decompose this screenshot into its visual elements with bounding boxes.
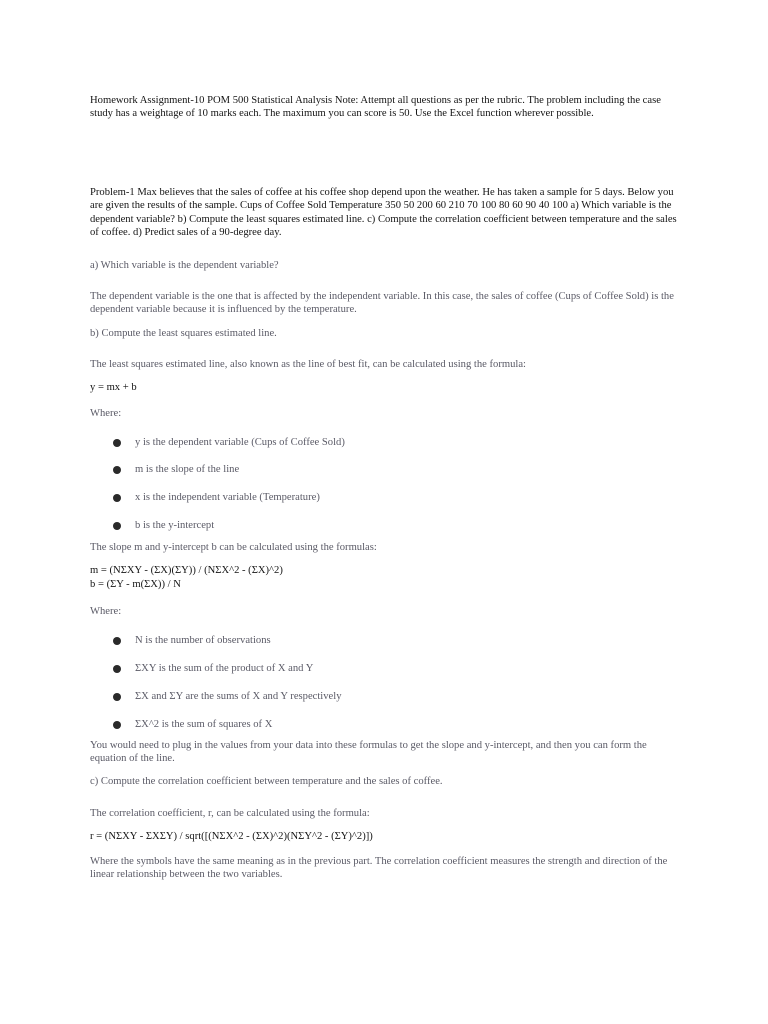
part-b-formula: y = mx + b bbox=[90, 382, 137, 393]
bullet-icon bbox=[113, 693, 121, 701]
bullet-icon bbox=[113, 522, 121, 530]
bullet-icon bbox=[113, 494, 121, 502]
part-c-intro: The correlation coefficient, r, can be calculated using the formula: bbox=[90, 808, 370, 819]
document-page: Homework Assignment-10 POM 500 Statistical Analysis Note: Attempt all questions as per the rubric. The problem including the case study has a weightage of 10 marks each. The maximum you can score is 50. Use the Excel function wherever possible. Problem-1 Max believes that the sales of coffee at his coffee shop depend upon the weather. He has taken a sample for 5 days. Below you are given the results of the sample. Cups of Coffee Sold Temperature 350 50 200 60 210 70 100 80 60 90 40 100 a) Which variable is the dependent variable? b) Compute the least squares estimated line. c) Compute the correlation coefficient between temperature and the sales of coffee. d) Predict sales of a 90-degree day. a) Which variable is the dependent variable? The dependent variable is the one that is affected by the independent variable. In this case, the sales of coffee (Cups of Coffee Sold) is the dependent variable because it is influenced by the temperature. b) Compute the least squares estimated line. The least squares estimated line, also known as the line of best fit, can be calculated using the formula: y = mx + b Where: y is the dependent variable (Cups of Coffee Sold) m is the slope of the line x is the independent variable (Temperature) b is the y-intercept The slope m and y-intercept b can be calculated using the formulas: m = (NΣXY - (ΣX)(ΣY)) / (NΣX^2 - (ΣX)^2) b = (ΣY - m(ΣX)) / N Where: N is the number of observations ΣXY is the sum of the product of X and Y ΣX and ΣY are the sums of X and Y respectively ΣX^2 is the sum of squares of X You would need to plug in the values from your data into these formulas to get the slope and y-intercept, and then you can form the equation of the line. c) Compute the correlation coefficient between temperature and the sales of coffee. The correlation coefficient, r, can be calculated using the formula: r = (NΣXY - ΣXΣY) / sqrt([(NΣX^2 - (ΣX)^2)(NΣY^2 - (ΣY)^2)]) Where the symbols have the same meaning as in the previous part. The correlation coefficient measures the strength and direction of the linear relationship between the two variables. bbox=[0, 0, 768, 1024]
part-c-formula: r = (NΣXY - ΣXΣY) / sqrt([(NΣX^2 - (ΣX)^2)(NΣY^2 - (ΣY)^2)]) bbox=[90, 831, 373, 842]
part-b-intro: The least squares estimated line, also known as the line of best fit, can be calculated using the formula: bbox=[90, 359, 526, 370]
bullet-icon bbox=[113, 637, 121, 645]
bullet-icon bbox=[113, 721, 121, 729]
formula-b: b = (ΣY - m(ΣX)) / N bbox=[90, 579, 181, 590]
bullet-icon bbox=[113, 665, 121, 673]
bullet-icon bbox=[113, 466, 121, 474]
part-a-answer: The dependent variable is the one that is affected by the independent variable. In this case, the sales of coffee (Cups of Coffee Sold) is the dependent variable because it is influenced by the temperature. bbox=[90, 291, 674, 316]
part-b-question: b) Compute the least squares estimated line. bbox=[90, 328, 277, 339]
part-c-question: c) Compute the correlation coefficient between temperature and the sales of coffee. bbox=[90, 776, 443, 787]
part-b-where: Where: bbox=[90, 408, 122, 419]
slope-intro: The slope m and y-intercept b can be calculated using the formulas: bbox=[90, 542, 377, 553]
part-a-question: a) Which variable is the dependent variable? bbox=[90, 260, 279, 271]
assignment-header: Homework Assignment-10 POM 500 Statistical Analysis Note: Attempt all questions as per the rubric. The problem including the case study has a weightage of 10 marks each. The maximum you can score is 50. Use the Excel function wherever possible. bbox=[90, 95, 661, 120]
formula-m: m = (NΣXY - (ΣX)(ΣY)) / (NΣX^2 - (ΣX)^2) bbox=[90, 565, 283, 576]
problem-statement: Problem-1 Max believes that the sales of coffee at his coffee shop depend upon the weather. He has taken a sample for 5 days. Below you are given the results of the sample. Cups of Coffee Sold Temperature 350 50 200 60 210 70 100 80 60 90 40 100 a) Which variable is the dependent variable? b) Compute the least squares estimated line. c) Compute the correlation coefficient between temperature and the sales of coffee. d) Predict sales of a 90-degree day. bbox=[90, 187, 677, 239]
part-c-closing: Where the symbols have the same meaning as in the previous part. The correlation coefficient measures the strength and direction of the linear relationship between the two variables. bbox=[90, 856, 668, 881]
part-b-closing: You would need to plug in the values from your data into these formulas to get the slope and y-intercept, and then you can form the equation of the line. bbox=[90, 740, 647, 765]
bullet-icon bbox=[113, 439, 121, 447]
where-2: Where: bbox=[90, 606, 122, 617]
